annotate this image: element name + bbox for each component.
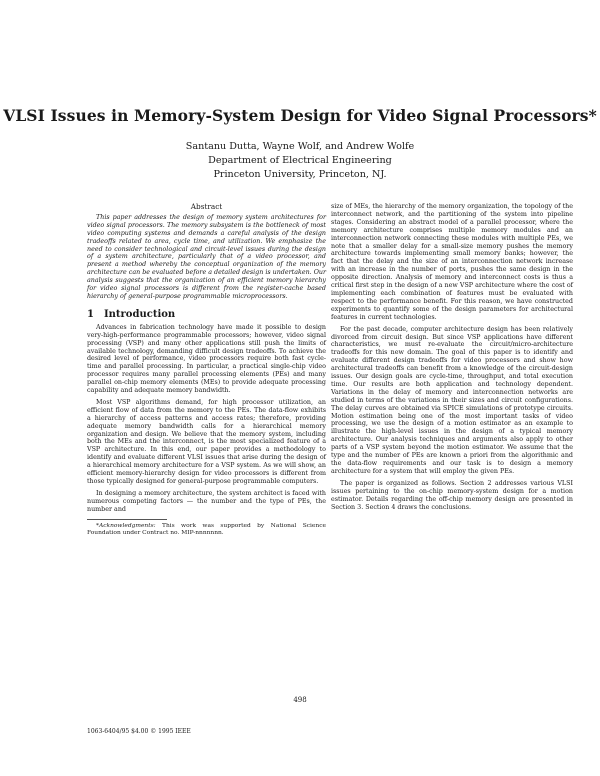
- location: Princeton University, Princeton, NJ.: [213, 169, 387, 180]
- section-title: Introduction: [103, 308, 176, 320]
- footnote-label: *Acknowledgments:: [96, 522, 156, 529]
- footnote-rule: [87, 519, 167, 520]
- paragraph: Advances in fabrication technology have made it possible to design very-high-performance programmable processors; however, video signal processing (VSP) and many other applications still push the limits of available technology, demanding difficult design tradeoffs. To achieve the desired level of performance, video processors require both fast cycle-time and parallel processing. In particular, a practical single-chip video processor requires many parallel processing elements (PEs) and many parallel on-chip memory elements (MEs) to provide adequate processing capability and adequate memory bandwidth.: [87, 323, 326, 395]
- left-column: [87, 203, 326, 541]
- author-block: [0, 140, 600, 182]
- paragraph: Most VSP algorithms demand, for high processor utilization, an efficient flow of data from the memory to the PEs. The data-flow exhibits a hierarchy of access patterns and access rates; therefore, providing adequate memory bandwidth calls for a hierarchical memory organization and design. We believe that the memory system, including both the MEs and the interconnect, is the most specialized feature of a VSP architecture. In this end, our paper provides a methodology to identify and evaluate different VLSI issues that arise during the design of a hierarchical memory architecture for a VSP system. As we will show, an efficient memory-hierarchy design for video processors is different from those typically designed for general-purpose programmable computers.: [87, 398, 326, 485]
- section-heading: [87, 308, 326, 320]
- page-number: 498: [293, 696, 307, 704]
- abstract-heading: Abstract: [190, 202, 223, 211]
- paragraph: For the past decade, computer architecture design has been relatively divorced from circuit design. But since VSP applications have different characteristics, we must re-evaluate the circuit/micro-architecture tradeoffs for this new domain. The goal of this paper is to identify and evaluate different design tradeoffs for video processors and show how architectural tradeoffs can benefit from a knowledge of the circuit-design issues. Our design goals are cycle-time, throughput, and total execution time. Our results are both application and technology dependent. Variations in the delay of memory and interconnection networks are studied in terms of the variations in their sizes and circuit configurations. The delay curves are obtained via SPICE simulations of prototype circuits. Motion estimation being one of the most important tasks of video processing, we use the design of a motion estimator as an example to illustrate the high-level issues in the design of a typical memory architecture. Our analysis techniques and arguments also apply to other parts of a VSP system beyond the motion estimator. We assume that the type and the number of PEs are known a priori from the algorithmic and the data-flow requirements and our task is to design a memory architecture for a system that will employ the given PEs.: [331, 325, 573, 475]
- section-number: 1: [87, 308, 94, 320]
- copyright-footer: 1063-6404/95 $4.00 © 1995 IEEE: [87, 728, 191, 735]
- affiliation: Department of Electrical Engineering: [208, 155, 392, 166]
- author-names: Santanu Dutta, Wayne Wolf, and Andrew Wolfe: [185, 141, 415, 152]
- paragraph: The paper is organized as follows. Section 2 addresses various VLSI issues pertaining to the on-chip memory-system design for a motion estimator. Details regarding the off-chip memory design are presented in Section 3. Section 4 draws the conclusions.: [331, 479, 573, 511]
- paragraph: size of MEs, the hierarchy of the memory organization, the topology of the interconnect network, and the partitioning of the system into pipeline stages. Considering an abstract model of a parallel processor, where the memory architecture comprises multiple memory modules and an interconnection network connecting these modules with multiple PEs, we note that a smaller delay for a small-size memory pushes the memory architecture towards implementing small memory banks; however, the fact that the delay and the size of an interconnection network increase with an increase in the number of ports, pushes the same design in the opposite direction. Analysis of memory and interconnect costs is thus a critical first step in the design of a new VSP architecture where the cost of implementing each combination of features must be evaluated with respect to the performance benefit. For this reason, we have constructed experiments to quantify some of the design parameters for architectural features in current technologies.: [331, 203, 573, 321]
- footnote: [87, 523, 326, 537]
- abstract-text: This paper addresses the design of memory system architectures for video signal processors. The memory subsystem is the bottleneck of most video computing systems and demands a careful analysis of the design tradeoffs related to area, cycle time, and utilization. We emphasize the need to consider technological and circuit-level issues during the design of a system architecture, particularly that of a video processor, and present a method whereby the conceptual organization of the memory architecture can be evaluated before a detailed design is undertaken. Our analysis suggests that the organization of an efficient memory hierarchy for video signal processors is different from the register-cache based hierarchy of general-purpose programmable microprocessors.: [87, 213, 327, 300]
- right-column: [331, 203, 573, 515]
- footnote-text: This work was supported by National Science Foundation under Contract no. MIP-nnnnnnn.: [87, 522, 326, 536]
- paragraph: In designing a memory architecture, the system architect is faced with numerous competing factors — the number and the type of PEs, the number and: [87, 489, 326, 513]
- paper-title: VLSI Issues in Memory-System Design for Video Signal Processors*: [3, 106, 597, 125]
